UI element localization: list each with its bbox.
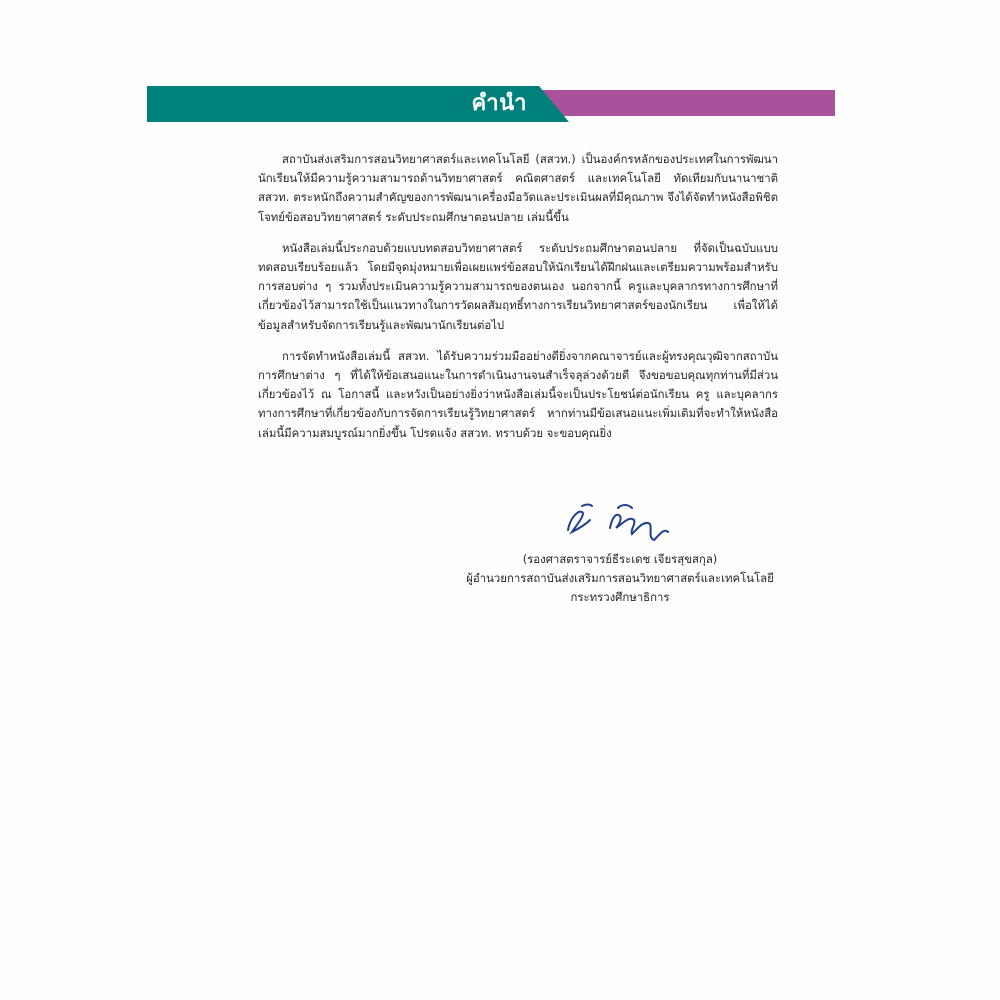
signatory-ministry: กระทรวงศึกษาธิการ xyxy=(570,590,670,605)
signatory-name: (รองศาสตราจารย์ธีระเดช เจียรสุขสกุล) xyxy=(522,552,718,566)
page-title: คำนำ xyxy=(471,91,527,116)
paragraph-2: หนังสือเล่มนี้ประกอบด้วยแบบทดสอบวิทยาศาสตร์ ระดับประถมศึกษาตอนปลาย ที่จัดเป็นฉบับแบบทดสอบเรียบร้อยแล้ว โดยมีจุดมุ่งหมายเพื่อเผยแพร่ข้อสอบให้นักเรียนได้ฝึกฝนและเตรียมความพร้อมสำหรับการสอบต่าง ๆ รวมทั้งประเมินความรู้ความสามารถของตนเอง นอกจากนี้ ครูและบุคลากรทางการศึกษาที่เกี่ยวข้องไว้สามารถใช้เป็นแนวทางในการวัดผลสัมฤทธิ์ทางการเรียนวิทยาศาสตร์ของนักเรียน เพื่อให้ได้ข้อมูลสำหรับจัดการเรียนรู้และพัฒนานักเรียนต่อไป xyxy=(258,240,778,332)
signature-block xyxy=(430,550,810,608)
signature-stroke-1 xyxy=(568,512,590,532)
signature-stroke-3 xyxy=(610,515,668,540)
preface-body xyxy=(258,150,778,455)
paragraph-1: สถาบันส่งเสริมการสอนวิทยาศาสตร์และเทคโนโลยี (สสวท.) เป็นองค์กรหลักของประเทศในการพัฒนานักเรียนให้มีความรู้ความสามารถด้านวิทยาศาสตร์ คณิตศาสตร์ และเทคโนโลยี ทัดเทียมกับนานาชาติ สสวท. ตระหนักถึงความสำคัญของการพัฒนาเครื่องมือวัดและประเมินผลที่มีคุณภาพ จึงได้จัดทำหนังสือพิชิตโจทย์ข้อสอบวิทยาศาสตร์ ระดับประถมศึกษาตอนปลาย เล่มนี้ขึ้น xyxy=(258,152,778,224)
signature-stroke-2 xyxy=(582,505,592,507)
signatory-position: ผู้อำนวยการสถาบันส่งเสริมการสอนวิทยาศาสตร์และเทคโนโลยี xyxy=(466,571,774,586)
header-purple-band xyxy=(527,90,835,116)
paragraph-3: การจัดทำหนังสือเล่มนี้ สสวท. ได้รับความร่วมมืออย่างดียิ่งจากคณาจารย์และผู้ทรงคุณวุฒิจากสถาบันการศึกษาต่าง ๆ ที่ได้ให้ข้อเสนอแนะในการดำเนินงานจนสำเร็จลุล่วงด้วยดี จึงขอขอบคุณทุกท่านที่มีส่วนเกี่ยวข้องไว้ ณ โอกาสนี้ และหวังเป็นอย่างยิ่งว่าหนังสือเล่มนี้จะเป็นประโยชน์ต่อนักเรียน ครู และบุคลากรทางการศึกษาที่เกี่ยวข้องกับการจัดการเรียนรู้วิทยาศาสตร์ หากท่านมีข้อเสนอแนะเพิ่มเติมที่จะทำให้หนังสือเล่มนี้มีความสมบูรณ์มากยิ่งขึ้น โปรดแจ้ง สสวท. ทราบด้วย จะขอบคุณยิ่ง xyxy=(258,348,778,440)
section-header-banner xyxy=(147,86,835,122)
signature-stroke-4 xyxy=(618,505,632,508)
handwritten-signature xyxy=(560,498,680,548)
